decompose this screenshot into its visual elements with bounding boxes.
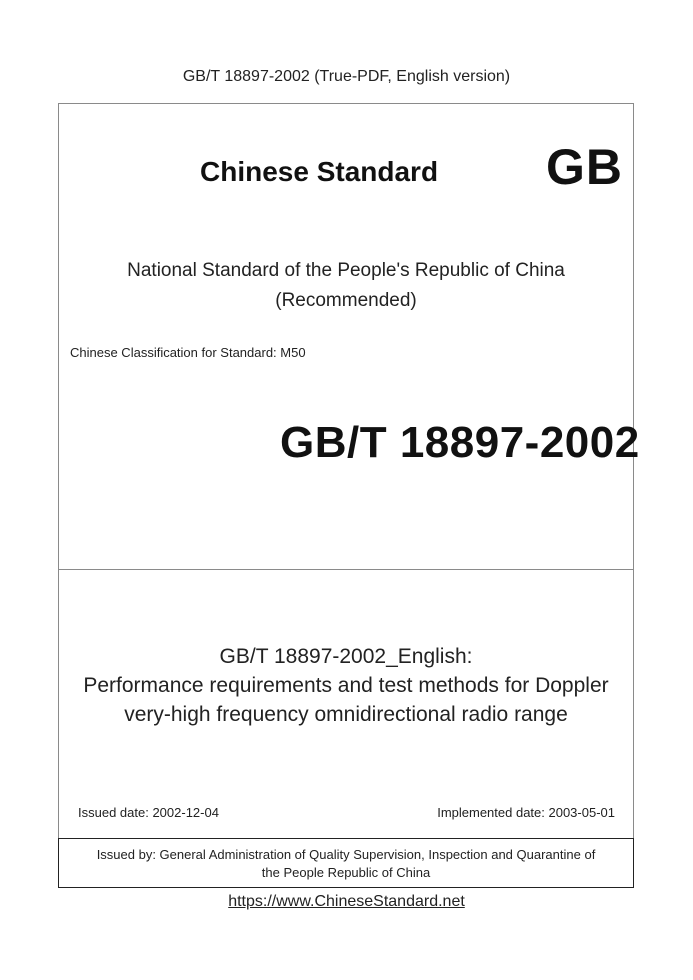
standard-title [58,642,634,729]
website-link[interactable]: https://www.ChineseStandard.net [228,893,465,910]
document-header-title: GB/T 18897-2002 (True-PDF, English version) [182,68,511,85]
title-line-subject-cont: very-high frequency omnidirectional radio range [124,703,568,726]
standard-code: GB/T 18897-2002 [280,418,640,467]
chinese-standard-heading: Chinese Standard [200,156,439,187]
issued-date: Issued date: 2002-12-04 [78,805,219,820]
national-standard-line: National Standard of the People's Republic of China [127,260,565,281]
cover-divider [58,569,634,570]
title-line-subject: Performance requirements and test methods for Doppler [83,674,609,697]
cover-frame [58,103,634,888]
national-standard-statement [58,256,634,316]
issuer-line: Issued by: General Administration of Quality Supervision, Inspection and Quarantine of [96,847,596,862]
implemented-date: Implemented date: 2003-05-01 [437,805,615,820]
gb-mark: GB [546,139,623,195]
classification-label: Chinese Classification for Standard: M50 [70,345,306,360]
issuer-line-cont: the People Republic of China [261,865,431,880]
issuer-statement [62,846,630,882]
title-line-code: GB/T 18897-2002_English: [219,645,473,668]
recommended-label: (Recommended) [275,290,417,311]
